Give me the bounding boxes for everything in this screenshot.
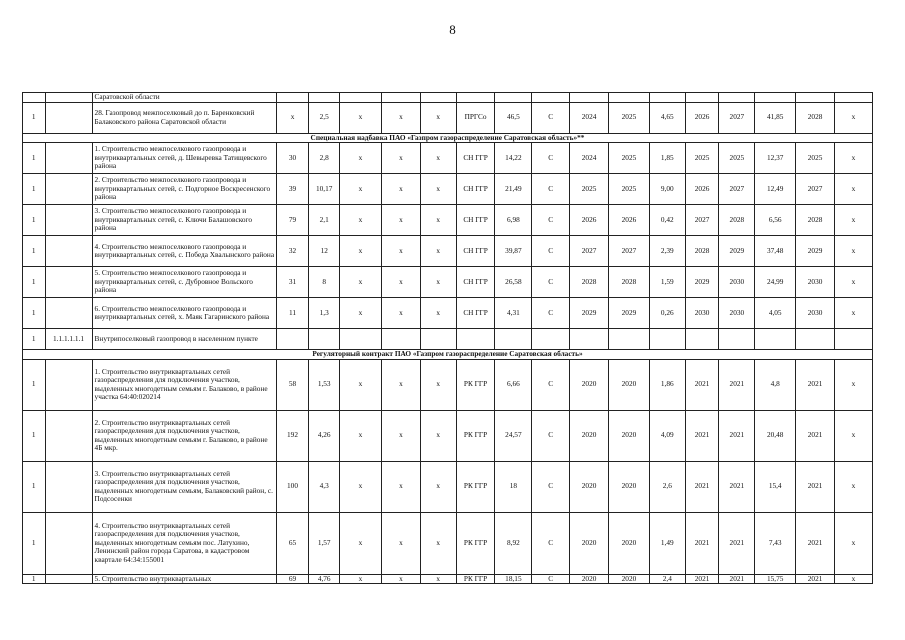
table-cell: [456, 329, 495, 350]
table-cell: х: [340, 236, 382, 267]
table-cell: 6,66: [495, 359, 532, 410]
table-cell: х: [381, 359, 420, 410]
table-cell: [532, 329, 570, 350]
table-cell: [755, 93, 796, 103]
table-cell: [45, 298, 92, 329]
table-cell: х: [381, 205, 420, 236]
table-row: [23, 267, 873, 298]
table-cell: 11: [276, 298, 309, 329]
table-cell: х: [340, 102, 382, 133]
table-cell: х: [381, 174, 420, 205]
table-cell: [456, 93, 495, 103]
table-cell: 2,8: [309, 143, 340, 174]
table-cell: х: [381, 267, 420, 298]
table-cell: 21,49: [495, 174, 532, 205]
table-cell: [796, 93, 835, 103]
table-cell: РК ГГР: [456, 410, 495, 461]
table-cell: х: [381, 298, 420, 329]
table-cell: 6,98: [495, 205, 532, 236]
table-cell: [495, 93, 532, 103]
table-cell: 2027: [685, 205, 719, 236]
table-cell: 20,48: [755, 410, 796, 461]
table-cell: х: [340, 512, 382, 574]
table-cell: 2028: [796, 205, 835, 236]
table-cell: х: [420, 267, 456, 298]
object-name-cell: 4. Строительство межпоселкового газопровода и внутриквартальных сетей, с. Победа Хвалынского района: [92, 236, 276, 267]
table-cell: С: [532, 205, 570, 236]
table-cell: 4,3: [309, 461, 340, 512]
table-cell: 2027: [609, 236, 650, 267]
table-cell: 2020: [570, 512, 609, 574]
table-cell: 1,86: [649, 359, 685, 410]
table-row: [23, 329, 873, 350]
table-cell: [796, 329, 835, 350]
table-cell: 2020: [609, 461, 650, 512]
object-name-cell: 1. Строительство внутриквартальных сетей газораспределения для подключения участков, выделенных многодетным семьям г. Балаково, в районе участка 64:40:020214: [92, 359, 276, 410]
table-cell: 2020: [570, 574, 609, 584]
table-cell: 1: [23, 143, 46, 174]
table-row: [23, 410, 873, 461]
table-row: [23, 93, 873, 103]
table-cell: х: [420, 236, 456, 267]
table-row: [23, 102, 873, 133]
table-cell: 2030: [796, 267, 835, 298]
table-cell: [719, 329, 755, 350]
table-cell: РК ГГР: [456, 512, 495, 574]
table-cell: х: [420, 574, 456, 584]
table-cell: [649, 329, 685, 350]
table-cell: х: [835, 236, 873, 267]
object-name-cell: Внутрипоселковый газопровод в населенном пункте: [92, 329, 276, 350]
table-cell: 24,99: [755, 267, 796, 298]
table-cell: [340, 329, 382, 350]
table-cell: С: [532, 461, 570, 512]
table-cell: 18: [495, 461, 532, 512]
table-cell: РК ГГР: [456, 359, 495, 410]
table-cell: [45, 267, 92, 298]
table-cell: 26,58: [495, 267, 532, 298]
table-cell: [835, 93, 873, 103]
table-cell: х: [835, 410, 873, 461]
table-cell: 2021: [685, 461, 719, 512]
table-cell: [45, 102, 92, 133]
table-cell: 1,57: [309, 512, 340, 574]
table-cell: 2021: [796, 461, 835, 512]
table-cell: 10,17: [309, 174, 340, 205]
table-cell: [309, 329, 340, 350]
table-cell: 2,39: [649, 236, 685, 267]
table-cell: х: [340, 205, 382, 236]
table-cell: 192: [276, 410, 309, 461]
table-cell: 12,49: [755, 174, 796, 205]
table-cell: 24,57: [495, 410, 532, 461]
table-cell: х: [420, 461, 456, 512]
section-title: Регуляторный контракт ПАО «Газпром газораспределение Саратовская область»: [23, 350, 873, 360]
table-cell: 2021: [685, 359, 719, 410]
table-cell: СН ГГР: [456, 298, 495, 329]
table-cell: 4,31: [495, 298, 532, 329]
table-cell: 1: [23, 236, 46, 267]
table-cell: 4,8: [755, 359, 796, 410]
table-cell: 2,6: [649, 461, 685, 512]
table-cell: [276, 93, 309, 103]
table-cell: [719, 93, 755, 103]
table-cell: х: [835, 298, 873, 329]
table-cell: [23, 93, 46, 103]
table-cell: х: [835, 359, 873, 410]
table-cell: 2028: [719, 205, 755, 236]
table-cell: [835, 329, 873, 350]
table-cell: х: [420, 410, 456, 461]
table-cell: х: [381, 143, 420, 174]
table-cell: [45, 410, 92, 461]
table-cell: [649, 93, 685, 103]
table-cell: [45, 236, 92, 267]
table-row: [23, 298, 873, 329]
table-cell: 4,26: [309, 410, 340, 461]
table-cell: 2021: [719, 574, 755, 584]
table-cell: С: [532, 298, 570, 329]
section-header-row: [23, 133, 873, 143]
table-cell: х: [835, 461, 873, 512]
table-cell: 2020: [609, 574, 650, 584]
table-cell: 2021: [719, 512, 755, 574]
table-cell: [340, 93, 382, 103]
object-name-cell: 3. Строительство внутриквартальных сетей газораспределения для подключения участков, выделенных многодетным семьям, Балаковский район, с. Подсосенки: [92, 461, 276, 512]
table-cell: С: [532, 267, 570, 298]
table-cell: 9,00: [649, 174, 685, 205]
table-cell: 2021: [719, 461, 755, 512]
table-cell: х: [381, 236, 420, 267]
table-cell: 2021: [685, 574, 719, 584]
object-name-cell: 6. Строительство межпоселкового газопровода и внутриквартальных сетей, х. Маяк Гагаринского района: [92, 298, 276, 329]
page-number: 8: [449, 22, 456, 37]
table-cell: 2025: [609, 143, 650, 174]
object-name-cell: 3. Строительство межпоселкового газопровода и внутриквартальных сетей, с. Ключи Балашовского района: [92, 205, 276, 236]
table-cell: х: [420, 359, 456, 410]
table-cell: 4,09: [649, 410, 685, 461]
table-cell: 58: [276, 359, 309, 410]
object-name-cell: 4. Строительство внутриквартальных сетей газораспределения для подключения участков, выделенных многодетным семьям пос. Латухино, Ленинский район города Саратова, в кадастровом квартале 64:34:155001: [92, 512, 276, 574]
table-cell: х: [835, 512, 873, 574]
table-cell: 2,5: [309, 102, 340, 133]
table-row: [23, 574, 873, 584]
section-title: Специальная надбавка ПАО «Газпром газораспределение Саратовская область»**: [23, 133, 873, 143]
table-cell: 2028: [796, 102, 835, 133]
table-cell: х: [340, 574, 382, 584]
table-row: [23, 359, 873, 410]
table-cell: х: [420, 512, 456, 574]
table-cell: [495, 329, 532, 350]
table-cell: 2030: [719, 298, 755, 329]
table-cell: 2027: [719, 102, 755, 133]
table-cell: [570, 93, 609, 103]
table-cell: х: [420, 102, 456, 133]
table-cell: 2026: [609, 205, 650, 236]
table-cell: 2025: [570, 174, 609, 205]
table-row: [23, 205, 873, 236]
table-cell: 2028: [570, 267, 609, 298]
table-cell: 1: [23, 298, 46, 329]
table-cell: 2020: [609, 359, 650, 410]
table-cell: х: [276, 102, 309, 133]
investment-program-table: [22, 92, 873, 584]
table-cell: 2025: [719, 143, 755, 174]
table-cell: 0,26: [649, 298, 685, 329]
table-cell: [420, 329, 456, 350]
table-cell: ПРГСо: [456, 102, 495, 133]
table-cell: 2027: [796, 174, 835, 205]
table-cell: С: [532, 512, 570, 574]
table-cell: 100: [276, 461, 309, 512]
table-body: [23, 93, 873, 584]
table-cell: 2026: [685, 102, 719, 133]
table-cell: 2025: [685, 143, 719, 174]
table-cell: 2021: [796, 410, 835, 461]
table-row: [23, 461, 873, 512]
table-cell: 1.1.1.1.1.1: [45, 329, 92, 350]
object-name-cell: 5. Строительство внутриквартальных: [92, 574, 276, 584]
table-cell: 39,87: [495, 236, 532, 267]
table-cell: 15,75: [755, 574, 796, 584]
table-cell: 2027: [719, 174, 755, 205]
table-cell: 1: [23, 267, 46, 298]
table-cell: 2,4: [649, 574, 685, 584]
table-cell: 2030: [796, 298, 835, 329]
table-cell: х: [340, 267, 382, 298]
table-cell: 12: [309, 236, 340, 267]
table-cell: х: [420, 298, 456, 329]
table-cell: 1,3: [309, 298, 340, 329]
table-cell: 2028: [685, 236, 719, 267]
table-cell: 2026: [685, 174, 719, 205]
table-cell: х: [381, 461, 420, 512]
table-cell: 2026: [570, 205, 609, 236]
table-cell: [532, 93, 570, 103]
table-cell: 2020: [570, 359, 609, 410]
table-cell: 69: [276, 574, 309, 584]
table-cell: х: [835, 205, 873, 236]
table-cell: 2025: [609, 174, 650, 205]
table-cell: х: [340, 461, 382, 512]
table-cell: РК ГГР: [456, 461, 495, 512]
table-cell: С: [532, 143, 570, 174]
table-row: [23, 512, 873, 574]
table-cell: 32: [276, 236, 309, 267]
table-cell: 2020: [570, 410, 609, 461]
table-cell: 2021: [796, 512, 835, 574]
table-cell: х: [420, 143, 456, 174]
table-cell: х: [340, 143, 382, 174]
table-cell: 8: [309, 267, 340, 298]
table-cell: х: [420, 174, 456, 205]
table-cell: СН ГГР: [456, 205, 495, 236]
table-cell: х: [835, 102, 873, 133]
table-cell: 14,22: [495, 143, 532, 174]
table-cell: 2021: [685, 512, 719, 574]
table-cell: 1: [23, 512, 46, 574]
table-cell: 1: [23, 174, 46, 205]
table-cell: [45, 205, 92, 236]
table-cell: 30: [276, 143, 309, 174]
table-cell: х: [340, 174, 382, 205]
table-cell: 1: [23, 102, 46, 133]
table-cell: 2029: [796, 236, 835, 267]
table-cell: [609, 93, 650, 103]
table-row: [23, 174, 873, 205]
table-cell: [685, 329, 719, 350]
table-cell: 18,15: [495, 574, 532, 584]
table-cell: 2030: [685, 298, 719, 329]
table-cell: х: [381, 410, 420, 461]
table-cell: 79: [276, 205, 309, 236]
table-cell: х: [835, 174, 873, 205]
table-cell: [755, 329, 796, 350]
table-cell: 2025: [796, 143, 835, 174]
table-cell: С: [532, 574, 570, 584]
table-cell: 1,59: [649, 267, 685, 298]
table-cell: СН ГГР: [456, 174, 495, 205]
table-cell: 2025: [609, 102, 650, 133]
table-cell: 1,85: [649, 143, 685, 174]
table-cell: х: [340, 410, 382, 461]
table-cell: 7,43: [755, 512, 796, 574]
table-cell: 1: [23, 410, 46, 461]
table-cell: 2020: [609, 512, 650, 574]
table-cell: х: [340, 359, 382, 410]
table-row: [23, 236, 873, 267]
table-cell: х: [835, 143, 873, 174]
table-cell: [570, 329, 609, 350]
object-name-cell: 1. Строительство межпоселкового газопровода и внутриквартальных сетей, д. Шевыревка Татищевского района: [92, 143, 276, 174]
table-cell: [685, 93, 719, 103]
table-cell: [276, 329, 309, 350]
table-cell: [45, 359, 92, 410]
table-cell: 12,37: [755, 143, 796, 174]
table-cell: СН ГГР: [456, 143, 495, 174]
table-cell: х: [381, 102, 420, 133]
table-cell: 2021: [719, 410, 755, 461]
table-cell: х: [340, 298, 382, 329]
table-cell: С: [532, 102, 570, 133]
table-cell: 4,05: [755, 298, 796, 329]
table-cell: 2028: [609, 267, 650, 298]
table-cell: 2024: [570, 102, 609, 133]
table-cell: С: [532, 236, 570, 267]
table-cell: х: [381, 574, 420, 584]
table-cell: х: [835, 267, 873, 298]
table-cell: 2029: [685, 267, 719, 298]
table-cell: 1: [23, 205, 46, 236]
table-cell: [45, 574, 92, 584]
object-name-cell: 2. Строительство межпоселкового газопровода и внутриквартальных сетей, с. Подгорное Воскресенского района: [92, 174, 276, 205]
table-cell: [45, 143, 92, 174]
table-cell: 2030: [719, 267, 755, 298]
table-cell: 41,85: [755, 102, 796, 133]
table-cell: С: [532, 359, 570, 410]
table-cell: 1: [23, 574, 46, 584]
table-cell: СН ГГР: [456, 267, 495, 298]
table-cell: 2021: [685, 410, 719, 461]
table-cell: 6,56: [755, 205, 796, 236]
table-cell: [609, 329, 650, 350]
object-name-cell: 2. Строительство внутриквартальных сетей газораспределения для подключения участков, выделенных многодетным семьям г. Балаково, в районе 4Б мкр.: [92, 410, 276, 461]
object-name-cell: 28. Газопровод межпоселковый до п. Баренковский Балаковского района Саратовской области: [92, 102, 276, 133]
table-cell: [381, 93, 420, 103]
table-cell: 37,48: [755, 236, 796, 267]
table-cell: 65: [276, 512, 309, 574]
table-cell: 2021: [719, 359, 755, 410]
table-cell: х: [381, 512, 420, 574]
object-name-cell: 5. Строительство межпоселкового газопровода и внутриквартальных сетей, с. Дубровное Вольского района: [92, 267, 276, 298]
table-cell: 2020: [609, 410, 650, 461]
table-row: [23, 143, 873, 174]
table-cell: 1: [23, 329, 46, 350]
table-cell: С: [532, 174, 570, 205]
table-cell: 8,92: [495, 512, 532, 574]
table-cell: 31: [276, 267, 309, 298]
table-cell: [420, 93, 456, 103]
table-cell: 4,76: [309, 574, 340, 584]
table-cell: 2020: [570, 461, 609, 512]
table-cell: [45, 512, 92, 574]
table-cell: 46,5: [495, 102, 532, 133]
table-cell: х: [835, 574, 873, 584]
section-header-row: [23, 350, 873, 360]
table-cell: СН ГГР: [456, 236, 495, 267]
table-cell: [45, 461, 92, 512]
table-cell: РК ГГР: [456, 574, 495, 584]
table-cell: [309, 93, 340, 103]
table-cell: 1: [23, 461, 46, 512]
table-cell: 4,65: [649, 102, 685, 133]
table-cell: 2029: [719, 236, 755, 267]
table-cell: 15,4: [755, 461, 796, 512]
table-cell: 1,49: [649, 512, 685, 574]
table-cell: 1: [23, 359, 46, 410]
table-cell: 1,53: [309, 359, 340, 410]
table-cell: С: [532, 410, 570, 461]
table-cell: [45, 93, 92, 103]
table-cell: 2027: [570, 236, 609, 267]
table-cell: 2,1: [309, 205, 340, 236]
object-name-cell: Саратовской области: [92, 93, 276, 103]
table-cell: 39: [276, 174, 309, 205]
table-cell: 2029: [570, 298, 609, 329]
table-cell: [45, 174, 92, 205]
table-cell: 2029: [609, 298, 650, 329]
table-cell: 0,42: [649, 205, 685, 236]
table-cell: 2024: [570, 143, 609, 174]
table-cell: 2021: [796, 574, 835, 584]
table-cell: [381, 329, 420, 350]
table-cell: 2021: [796, 359, 835, 410]
table-cell: х: [420, 205, 456, 236]
